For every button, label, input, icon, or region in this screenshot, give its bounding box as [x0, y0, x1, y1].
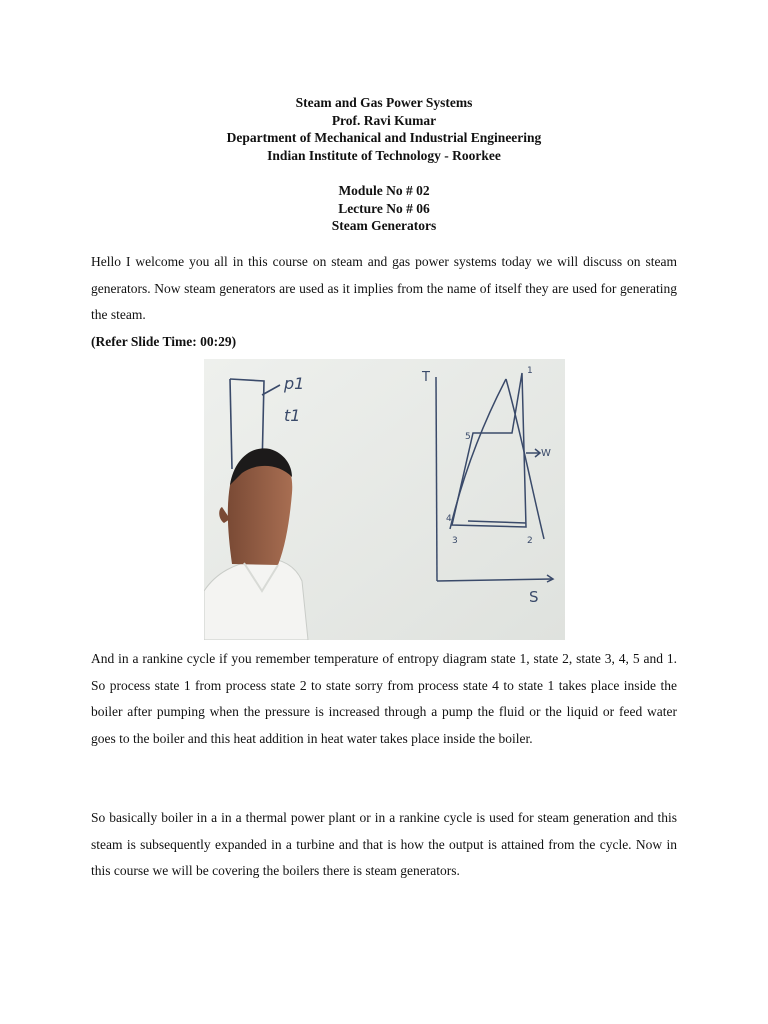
- label-state-2: 2: [527, 536, 533, 546]
- t-axis: [436, 377, 437, 581]
- course-title: Steam and Gas Power Systems: [295, 95, 473, 110]
- rankine-paragraph: And in a rankine cycle if you remember temperature of entropy diagram state 1, state 2, state 3, 4, 5 and 1. So process state 1 from process state 2 to state sorry from process state 4 to state 1 takes place inside the boiler after pumping when the pressure is increased through a pump the fluid or the liquid or feed water goes to the boiler and this heat addition in heat water takes place inside the boiler.: [91, 651, 677, 746]
- intro-paragraph: Hello I welcome you all in this course on steam and gas power systems today we will discuss on steam generators. Now steam generators are used as it implies from the name of itself they are used for generating the steam.: [91, 254, 677, 322]
- label-state-3: 3: [452, 536, 458, 546]
- label-p1: p1: [284, 374, 305, 393]
- professor-name: Prof. Ravi Kumar: [331, 112, 437, 128]
- header-spacer: [0, 164, 768, 182]
- label-work: W: [541, 448, 551, 459]
- whiteboard-drawing: [204, 359, 565, 640]
- boiler-paragraph: So basically boiler in a in a thermal power plant or in a rankine cycle is used for steam generation and this steam is subsequently expanded in a turbine and that is how the output is attained from the cycle. Now in this course we will be covering the boilers there is steam generators.: [91, 810, 677, 878]
- label-t1: t1: [284, 406, 301, 425]
- lecture-topic: Steam Generators: [331, 218, 437, 233]
- department-name: Department of Mechanical and Industrial Engineering: [226, 130, 542, 145]
- slide-time-reference: (Refer Slide Time: 00:29): [91, 334, 237, 349]
- institute-name: Indian Institute of Technology - Roorkee: [267, 147, 501, 163]
- label-state-4: 4: [446, 514, 452, 524]
- label-state-5: 5: [465, 432, 471, 442]
- module-number: Module No # 02: [338, 183, 430, 198]
- label-s-axis: S: [529, 588, 539, 606]
- label-t-axis: T: [422, 370, 430, 385]
- document-header: [0, 94, 768, 235]
- lecture-number: Lecture No # 06: [338, 200, 430, 216]
- label-state-1: 1: [527, 366, 533, 376]
- lecture-video-frame: [204, 359, 565, 640]
